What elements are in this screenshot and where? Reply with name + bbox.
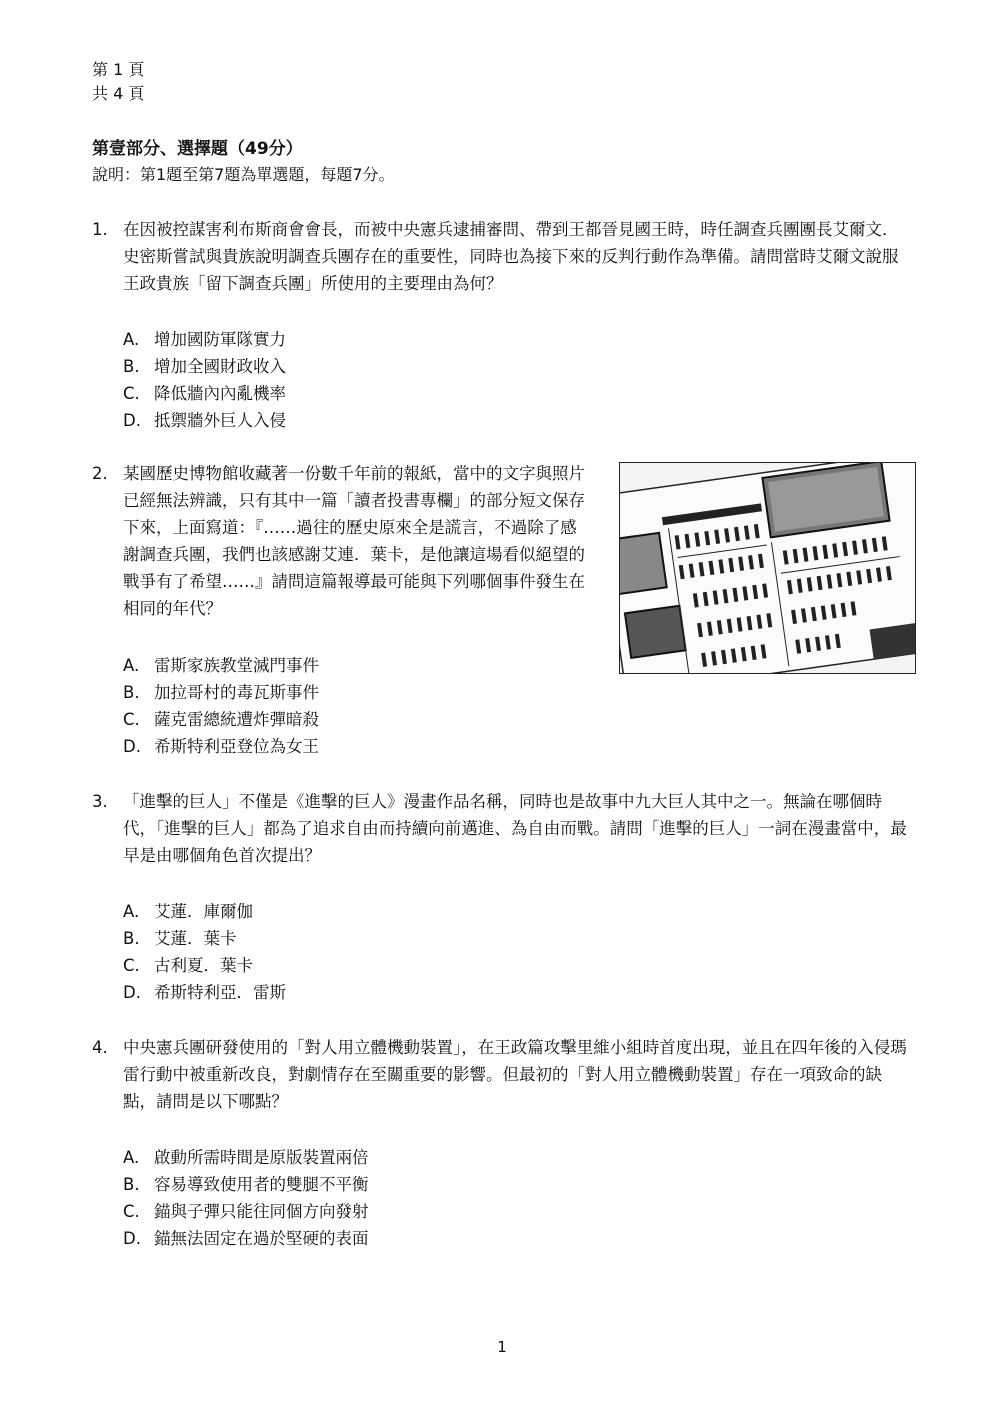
question-4 <box>92 1034 914 1115</box>
option-a[interactable]: A. 啟動所需時間是原版裝置兩倍 <box>123 1148 369 1167</box>
option-c[interactable]: C. 薩克雷總統遭炸彈暗殺 <box>123 710 319 729</box>
question-2-options <box>123 652 319 760</box>
question-4-options <box>123 1144 369 1252</box>
option-d[interactable]: D. 希斯特利亞登位為女王 <box>123 737 319 756</box>
total-pages: 共 4 頁 <box>92 84 145 103</box>
option-a[interactable]: A. 艾蓮．庫爾伽 <box>123 902 253 921</box>
question-1-options <box>123 326 286 434</box>
option-b[interactable]: B. 容易導致使用者的雙腿不平衡 <box>123 1175 369 1194</box>
page-number: 1 <box>497 1338 507 1356</box>
option-a[interactable]: A. 雷斯家族教堂滅門事件 <box>123 656 319 675</box>
question-number: 2. <box>92 464 108 483</box>
page-indicator: 第 1 頁 <box>92 60 145 79</box>
question-stem: 「進擊的巨人」不僅是《進擊的巨人》漫畫作品名稱，同時也是故事中九大巨人其中之一。無論在哪個時代，「進擊的巨人」都為了追求自由而持續向前邁進、為自由而戰。請問「進擊的巨人」一詞在漫畫當中，最早是由哪個角色首次提出？ <box>123 792 907 865</box>
question-stem: 中央憲兵團研發使用的「對人用立體機動裝置」，在王政篇攻擊里維小組時首度出現，並且在四年後的入侵瑪雷行動中被重新改良，對劇情存在至關重要的影響。但最初的「對人用立體機動裝置」存在一項致命的缺點，請問是以下哪點？ <box>123 1038 907 1111</box>
option-c[interactable]: C. 降低牆內內亂機率 <box>123 384 286 403</box>
section-title: 第壹部分、選擇題（49分） <box>92 139 303 159</box>
question-1 <box>92 216 914 297</box>
option-a[interactable]: A. 增加國防軍隊實力 <box>123 330 286 349</box>
question-number: 1. <box>92 220 108 239</box>
question-stem: 在因被控謀害利布斯商會會長，而被中央憲兵逮捕審問、帶到王都晉見國王時，時任調查兵團團長艾爾文．史密斯嘗試與貴族說明調查兵團存在的重要性，同時也為接下來的反判行動作為準備。請問當時艾爾文說服王政貴族「留下調查兵團」所使用的主要理由為何？ <box>123 220 899 293</box>
question-number: 3. <box>92 792 108 811</box>
option-b[interactable]: B. 增加全國財政收入 <box>123 357 286 376</box>
option-b[interactable]: B. 加拉哥村的毒瓦斯事件 <box>123 683 319 702</box>
question-2 <box>92 460 592 622</box>
newspaper-illustration <box>619 462 916 674</box>
question-stem: 某國歷史博物館收藏著一份數千年前的報紙，當中的文字與照片已經無法辨識，只有其中一篇「讀者投書專欄」的部分短文保存下來，上面寫道：『……過往的歷史原來全是謊言，不過除了感謝調查兵團，我們也該感謝艾連．葉卡，是他讓這場看似絕望的戰爭有了希望……』請問這篇報導最可能與下列哪個事件發生在相同的年代？ <box>123 464 585 618</box>
option-d[interactable]: D. 錨無法固定在過於堅硬的表面 <box>123 1229 369 1248</box>
question-number: 4. <box>92 1038 108 1057</box>
question-3-options <box>123 898 286 1006</box>
option-c[interactable]: C. 古利夏．葉卡 <box>123 956 253 975</box>
option-d[interactable]: D. 希斯特利亞．雷斯 <box>123 983 286 1002</box>
option-d[interactable]: D. 抵禦牆外巨人入侵 <box>123 411 286 430</box>
option-b[interactable]: B. 艾蓮．葉卡 <box>123 929 237 948</box>
section-description: 說明：第1題至第7題為單選題，每題7分。 <box>92 165 395 184</box>
option-c[interactable]: C. 錨與子彈只能往同個方向發射 <box>123 1202 369 1221</box>
question-3 <box>92 788 914 869</box>
